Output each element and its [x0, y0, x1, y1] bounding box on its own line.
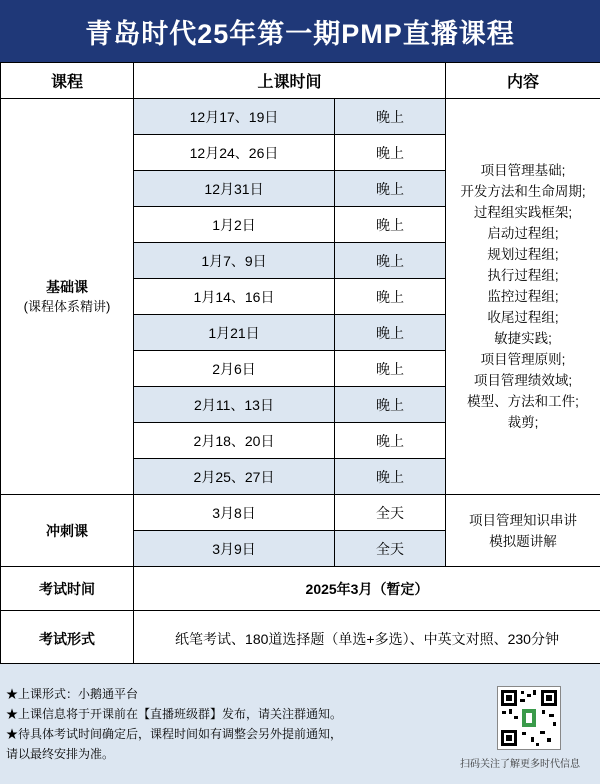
session-slot: 全天 — [335, 495, 446, 531]
note-line: ★上课形式：小鹅通平台 — [6, 687, 139, 701]
exam-time-row — [1, 567, 600, 611]
exam-time-value: 2025年3月（暂定） — [134, 567, 600, 611]
basic-course-rows — [1, 99, 600, 495]
session-slot: 晚上 — [335, 171, 446, 207]
exam-time-label: 考试时间 — [1, 567, 134, 611]
content-line: 项目管理知识串讲 — [469, 512, 578, 528]
session-slot: 晚上 — [335, 99, 446, 135]
session-date: 1月21日 — [134, 315, 335, 351]
session-date: 3月8日 — [134, 495, 335, 531]
header-time: 上课时间 — [134, 63, 446, 99]
table-row — [1, 99, 600, 135]
content-line: 开发方法和生命周期; — [460, 184, 586, 199]
session-slot: 晚上 — [335, 351, 446, 387]
sprint-course-name: 冲刺课 — [46, 522, 88, 539]
session-date: 12月24、26日 — [134, 135, 335, 171]
content-line: 项目管理原则; — [480, 352, 566, 367]
basic-course-subtitle: (课程体系精讲) — [23, 298, 111, 314]
qr-code-icon[interactable] — [497, 686, 561, 750]
basic-course-cell — [1, 99, 134, 495]
notes-list — [6, 684, 426, 764]
content-line: 执行过程组; — [487, 268, 559, 283]
basic-course-name: 基础课 — [46, 278, 88, 295]
sprint-content-cell — [446, 495, 600, 567]
session-slot: 晚上 — [335, 459, 446, 495]
exam-form-row — [1, 611, 600, 667]
content-line: 收尾过程组; — [487, 310, 559, 325]
content-line: 裁剪; — [507, 415, 539, 430]
session-slot: 晚上 — [335, 315, 446, 351]
sprint-course-cell — [1, 495, 134, 567]
exam-form-label: 考试形式 — [1, 611, 134, 667]
header-course: 课程 — [1, 63, 134, 99]
content-line: 项目管理绩效域; — [473, 373, 573, 388]
session-slot: 晚上 — [335, 207, 446, 243]
content-line: 项目管理基础; — [480, 163, 566, 178]
content-line: 规划过程组; — [487, 247, 559, 262]
table-row — [1, 495, 600, 531]
page-title: 青岛时代25年第一期PMP直播课程 — [0, 0, 600, 62]
qr-caption: 扫码关注了解更多时代信息 — [460, 759, 580, 770]
basic-content-cell — [446, 99, 600, 495]
session-date: 1月7、9日 — [134, 243, 335, 279]
content-line: 监控过程组; — [487, 289, 559, 304]
session-slot: 晚上 — [335, 423, 446, 459]
session-date: 12月17、19日 — [134, 99, 335, 135]
sprint-course-rows — [1, 495, 600, 567]
content-line: 模型、方法和工件; — [467, 394, 579, 409]
note-line: 请以最终安排为准。 — [6, 747, 115, 761]
exam-form-value: 纸笔考试、180道选择题（单选+多选）、中英文对照、230分钟 — [134, 611, 600, 667]
session-date: 2月18、20日 — [134, 423, 335, 459]
session-date: 3月9日 — [134, 531, 335, 567]
session-date: 2月11、13日 — [134, 387, 335, 423]
session-slot: 晚上 — [335, 135, 446, 171]
session-date: 1月2日 — [134, 207, 335, 243]
session-date: 2月25、27日 — [134, 459, 335, 495]
content-line: 模拟题讲解 — [489, 533, 557, 549]
session-slot: 晚上 — [335, 387, 446, 423]
session-date: 2月6日 — [134, 351, 335, 387]
note-line: ★上课信息将于开课前在【直播班级群】发布，请关注群通知。 — [6, 707, 343, 721]
session-date: 12月31日 — [134, 171, 335, 207]
content-line: 启动过程组; — [487, 226, 559, 241]
note-line: ★待具体考试时间确定后，课程时间如有调整会另外提前通知， — [6, 727, 343, 741]
session-slot: 晚上 — [335, 279, 446, 315]
schedule-table — [0, 62, 600, 667]
session-slot: 全天 — [335, 531, 446, 567]
content-line: 敏捷实践; — [494, 331, 552, 346]
session-date: 1月14、16日 — [134, 279, 335, 315]
session-slot: 晚上 — [335, 243, 446, 279]
content-line: 过程组实践框架; — [473, 205, 573, 220]
header-content: 内容 — [446, 63, 600, 99]
